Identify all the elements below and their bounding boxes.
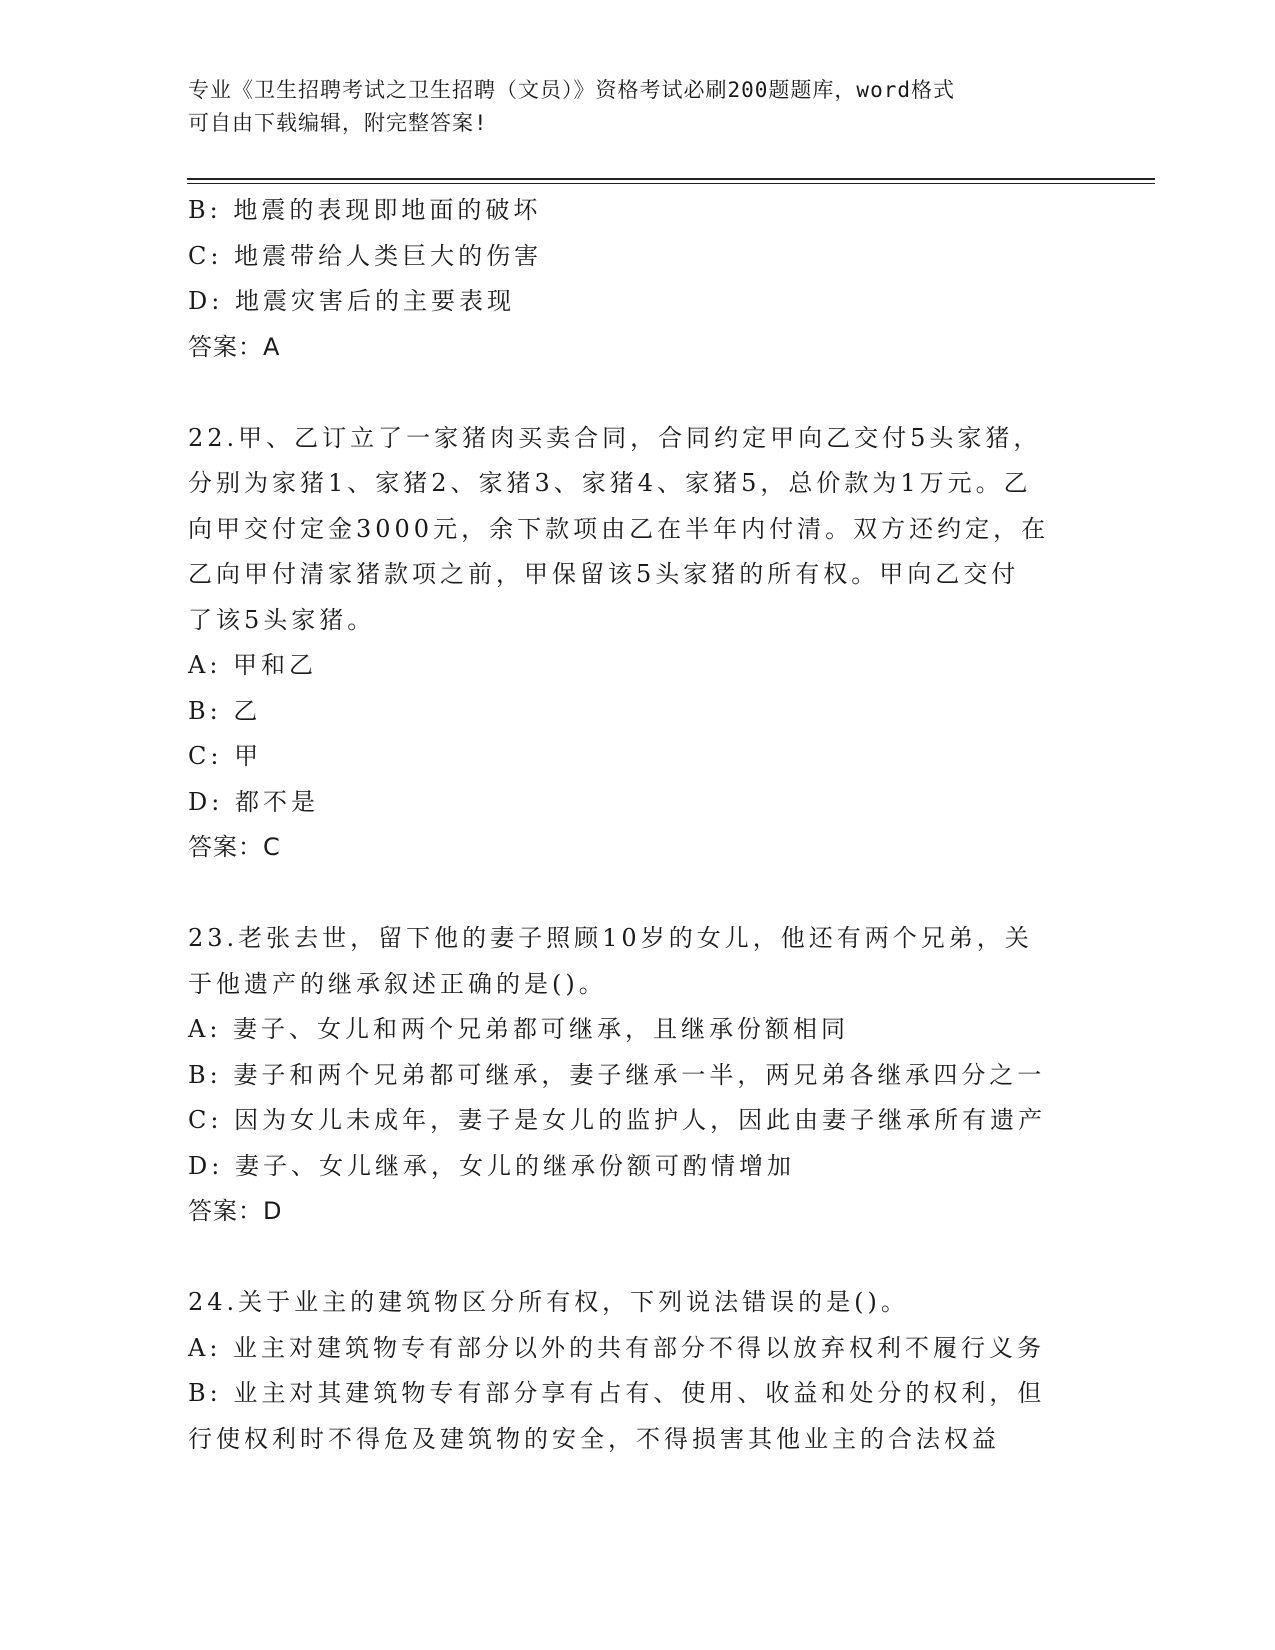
question-stem-line: 分别为家猪1、家猪2、家猪3、家猪4、家猪5，总价款为1万元。乙: [188, 469, 1032, 497]
option-b: B: 地震的表现即地面的破坏: [188, 196, 542, 224]
option-a: A: 业主对建筑物专有部分以外的共有部分不得以放弃权利不履行义务: [188, 1333, 1046, 1362]
spacer: [188, 370, 1108, 416]
header-divider-thin: [187, 183, 1155, 184]
option-c: C: 甲: [188, 742, 263, 770]
option-d: D: 妻子、女儿继承，女儿的继承份额可酌情增加: [188, 1151, 795, 1180]
spacer: [188, 871, 1108, 917]
header-title-line-1: 专业《卫生招聘考试之卫生招聘（文员）》资格考试必刷200题题库，word格式: [188, 78, 955, 102]
option-c: C: 因为女儿未成年，妻子是女儿的监护人，因此由妻子继承所有遗产: [188, 1106, 1047, 1134]
question-stem-line: 了该5头家猪。: [188, 605, 376, 634]
question-23: [188, 916, 1108, 1235]
question-content: [188, 188, 1108, 1462]
option-b: B: 妻子和两个兄弟都可继承，妻子继承一半，两兄弟各继承四分之一: [188, 1060, 1046, 1089]
option-b: B: 业主对其建筑物专有部分享有占有、使用、收益和处分的权利，但: [188, 1379, 1046, 1407]
question-stem-line: 22.甲、乙订立了一家猪肉买卖合同，合同约定甲向乙交付5头家猪，: [188, 423, 1042, 452]
answer-line: 答案：D: [188, 1197, 283, 1225]
question-stem-line: 24.关于业主的建筑物区分所有权，下列说法错误的是()。: [188, 1288, 909, 1316]
option-a: A: 甲和乙: [188, 651, 318, 679]
question-24: [188, 1280, 1108, 1462]
option-d: D: 地震灾害后的主要表现: [188, 287, 515, 315]
option-b-continued: 行使权利时不得危及建筑物的安全，不得损害其他业主的合法权益: [188, 1424, 1000, 1453]
answer-line: 答案：C: [188, 833, 281, 861]
option-c: C: 地震带给人类巨大的伤害: [188, 241, 543, 270]
question-stem-line: 乙向甲付清家猪款项之前，甲保留该5头家猪的所有权。甲向乙交付: [188, 560, 1020, 588]
option-b: B: 乙: [188, 696, 262, 725]
question-stem-line: 23.老张去世，留下他的妻子照顾10岁的女儿，他还有两个兄弟，关: [188, 924, 1033, 952]
question-stem-line: 于他遗产的继承叙述正确的是()。: [188, 969, 607, 998]
answer-line: 答案：A: [188, 332, 281, 361]
option-a: A: 妻子、女儿和两个兄弟都可继承，且继承份额相同: [188, 1015, 850, 1043]
document-header: [188, 74, 1068, 140]
header-title-line-2: 可自由下载编辑，附完整答案!: [188, 111, 488, 135]
question-22: [188, 416, 1108, 871]
question-21-continued: [188, 188, 1108, 370]
header-divider-thick: [187, 178, 1155, 180]
question-stem-line: 向甲交付定金3000元，余下款项由乙在半年内付清。双方还约定，在: [188, 514, 1050, 543]
spacer: [188, 1235, 1108, 1281]
option-d: D: 都不是: [188, 787, 319, 816]
